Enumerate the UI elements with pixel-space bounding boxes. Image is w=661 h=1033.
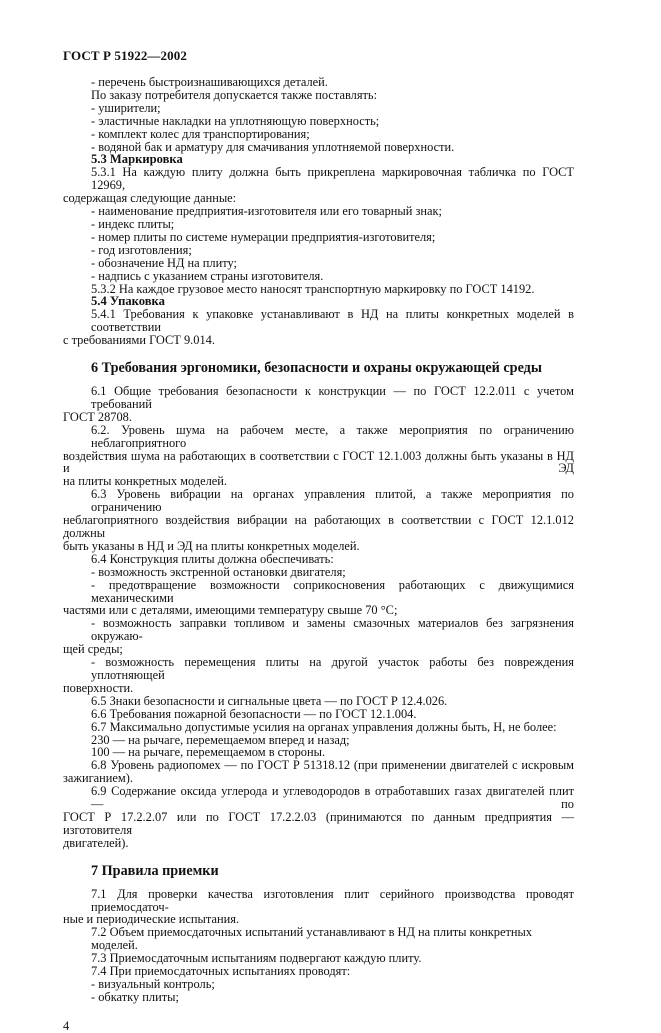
paragraph	[63, 695, 574, 708]
paragraph	[63, 128, 574, 141]
text-line: - наименование предприятия-изготовителя или его товарный знак;	[91, 204, 442, 219]
paragraph	[63, 166, 574, 205]
paragraph	[63, 257, 574, 270]
text-line: ГОСТ Р 17.2.2.07 или по ГОСТ 17.2.2.03 (принимаются по данным предприятия — изготовителя	[63, 809, 574, 837]
paragraph	[63, 785, 574, 850]
text-line: зажиганием).	[63, 771, 133, 786]
text-line: - визуальный контроль;	[91, 977, 215, 991]
text-line: 7.2 Объем приемосдаточных испытаний устанавливают в НД на плиты конкретных моделей.	[91, 925, 533, 953]
section-heading: 7 Правила приемки	[91, 862, 219, 879]
document-blocks	[63, 76, 574, 1004]
text-line: 7.3 Приемосдаточным испытаниям подвергают каждую плиту.	[91, 951, 422, 966]
text-line: содержащая следующие данные:	[63, 191, 237, 206]
paragraph	[63, 656, 574, 695]
text-line: поверхности.	[63, 680, 134, 695]
page-number: 4	[63, 1018, 70, 1033]
text-line: - перечень быстроизнашивающихся деталей.	[91, 75, 328, 89]
text-line: 6.1 Общие требования безопасности к конструкции — по ГОСТ 12.2.011 с учетом требований	[91, 384, 574, 411]
text-line: 6.3 Уровень вибрации на органах управления плитой, а также мероприятия по ограничению	[91, 487, 574, 515]
paragraph	[63, 888, 574, 927]
text-line: 6.2. Уровень шума на рабочем месте, а также мероприятия по ограничению неблагоприятного	[91, 422, 574, 450]
paragraph	[63, 708, 574, 721]
paragraph	[63, 965, 574, 978]
text-line: 5.3.2 На каждое грузовое место наносят транспортную маркировку по ГОСТ 14192.	[91, 281, 535, 296]
paragraph	[63, 978, 574, 991]
text-line: 7.1 Для проверки качества изготовления плит серийного производства проводят приемосдаточ-	[91, 886, 574, 914]
text-line: - комплект колес для транспортирования;	[91, 126, 310, 141]
text-line: 6.4 Конструкция плиты должна обеспечивать:	[91, 551, 334, 566]
paragraph	[63, 991, 574, 1004]
text-line: 6.6 Требования пожарной безопасности — по ГОСТ 12.1.004.	[91, 706, 417, 721]
text-line: - обозначение НД на плиту;	[91, 255, 237, 270]
paragraph	[63, 721, 574, 734]
text-line: ГОСТ 28708.	[63, 409, 132, 424]
text-line: 6.8 Уровень радиопомех — по ГОСТ Р 51318.12 (при применении двигателей с искровым	[91, 758, 574, 773]
paragraph	[63, 89, 574, 102]
text-line: - уширители;	[91, 100, 161, 115]
text-line: частями или с деталями, имеющими температуру свыше 70 °С;	[63, 603, 398, 618]
paragraph	[63, 579, 574, 618]
text-line: 6.9 Содержание оксида углерода и углеводородов в отработавших газах двигателей плит — по	[91, 784, 574, 812]
text-line: на плиты конкретных моделей.	[63, 474, 227, 489]
text-line: двигателей).	[63, 835, 129, 850]
text-line: - водяной бак и арматуру для смачивания уплотняемой поверхности.	[91, 139, 455, 154]
text-line: - номер плиты по системе нумерации предприятия-изготовителя;	[91, 229, 436, 244]
paragraph	[63, 385, 574, 424]
text-line: с требованиями ГОСТ 9.014.	[63, 333, 215, 348]
paragraph	[63, 488, 574, 553]
paragraph	[63, 617, 574, 656]
text-line: - возможность экстренной остановки двигателя;	[91, 564, 346, 579]
text-line: 7.4 При приемосдаточных испытаниях проводят:	[91, 964, 351, 979]
text-line: - индекс плиты;	[91, 216, 175, 231]
paragraph	[63, 218, 574, 231]
document-header: ГОСТ Р 51922—2002	[63, 48, 187, 63]
text-line: быть указаны в НД и ЭД на плиты конкретных моделей.	[63, 538, 360, 553]
subsection-heading: 5.3 Маркировка	[91, 152, 183, 167]
text-line: неблагоприятного воздействия вибрации на работающих в соответствии с ГОСТ 12.1.012 должны	[63, 513, 574, 540]
paragraph	[63, 308, 574, 347]
text-line: 6.5 Знаки безопасности и сигнальные цвета — по ГОСТ Р 12.4.026.	[91, 693, 448, 708]
text-line: - год изготовления;	[91, 242, 192, 257]
text-line: 230 — на рычаге, перемещаемом вперед и назад;	[91, 732, 350, 747]
paragraph	[63, 553, 574, 566]
section-heading: 6 Требования эргономики, безопасности и охраны окружающей среды	[91, 360, 542, 377]
paragraph	[63, 115, 574, 128]
paragraph	[63, 76, 574, 89]
paragraph	[63, 102, 574, 115]
text-line: - надпись с указанием страны изготовителя.	[91, 268, 324, 283]
document-body	[63, 76, 574, 1033]
paragraph	[63, 244, 574, 257]
text-line: щей среды;	[63, 642, 123, 657]
text-line: - возможность перемещения плиты на другой участок работы без повреждения уплотняющей	[91, 655, 574, 682]
paragraph	[63, 566, 574, 579]
text-line: - возможность заправки топливом и замены смазочных материалов без загрязнения окружаю-	[91, 616, 574, 644]
text-line: - предотвращение возможности соприкосновения работающих с движущимися механическими	[91, 577, 574, 605]
paragraph	[63, 759, 574, 785]
text-line: 5.3.1 На каждую плиту должна быть прикреплена маркировочная табличка по ГОСТ 12969,	[91, 165, 574, 193]
text-line: 5.4.1 Требования к упаковке устанавливают в НД на плиты конкретных моделей в соответствии	[91, 307, 574, 335]
text-line: - эластичные накладки на уплотняющую поверхность;	[91, 113, 380, 128]
text-line: 100 — на рычаге, перемещаемом в стороны.	[91, 745, 326, 760]
subsection-heading: 5.4 Упаковка	[91, 294, 165, 309]
text-line: 6.7 Максимально допустимые усилия на органах управления должны быть, Н, не более:	[91, 719, 557, 734]
text-line: ные и периодические испытания.	[63, 912, 240, 927]
paragraph	[63, 952, 574, 965]
paragraph	[63, 424, 574, 489]
text-line: - обкатку плиты;	[91, 989, 179, 1004]
text-line: По заказу потребителя допускается также поставлять:	[91, 87, 378, 102]
text-line: воздействия шума на работающих в соответствии с ГОСТ 12.1.003 должны быть указаны в НД и ЭД	[63, 448, 574, 476]
paragraph	[63, 926, 574, 952]
paragraph	[63, 270, 574, 283]
paragraph	[63, 231, 574, 244]
